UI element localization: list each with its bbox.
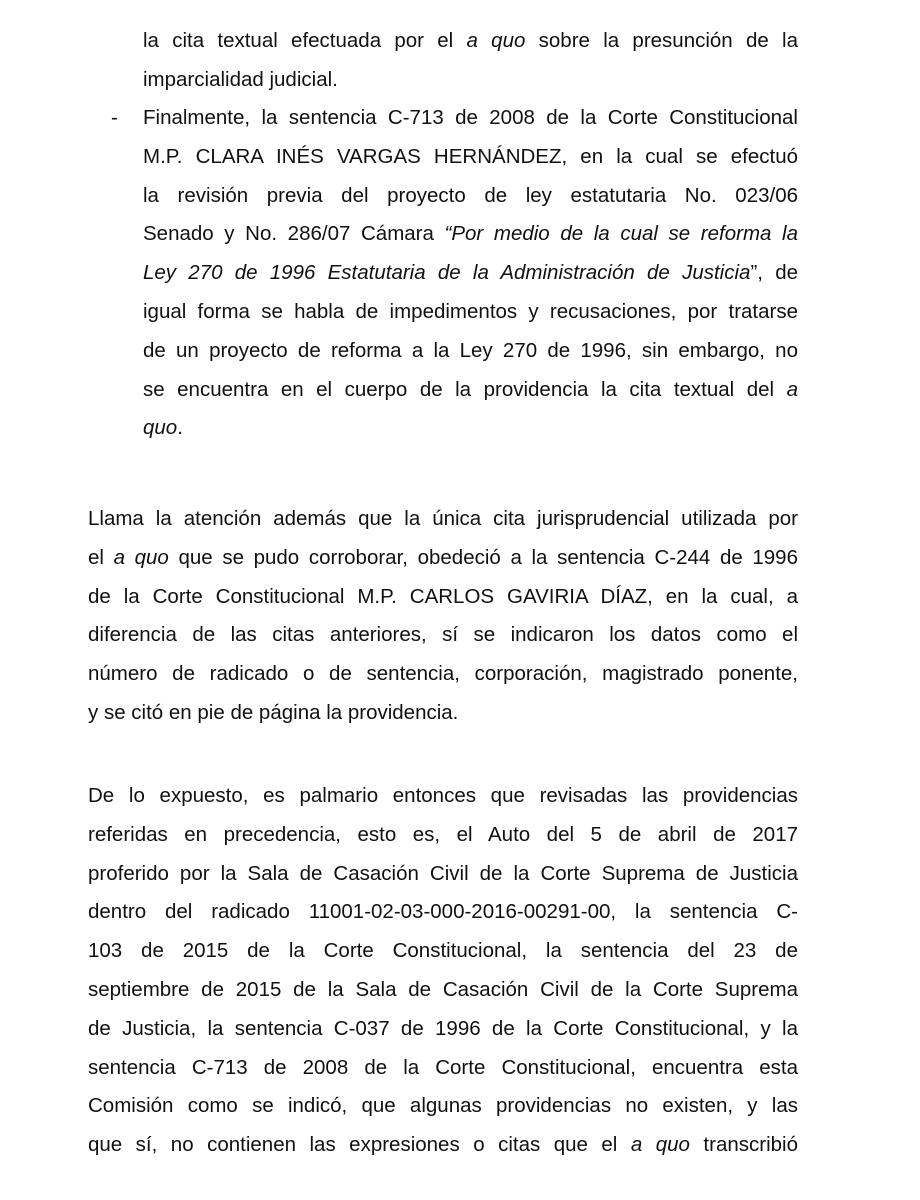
text-line: la cita textual efectuada por el a quo sobre la presunción de la	[143, 29, 798, 52]
text-line: y se citó en pie de página la providencia.	[88, 700, 459, 724]
italic-text: a quo	[630, 1133, 690, 1157]
italic-text: a quo	[466, 29, 526, 52]
text-line: el a quo que se pudo corroborar, obedeció a la sentencia C-244 de 1996	[88, 545, 798, 569]
text-line: se encuentra en el cuerpo de la providencia la cita textual del a	[143, 377, 798, 401]
text-line: septiembre de 2015 de la Sala de Casación Civil de la Corte Suprema	[88, 977, 798, 1001]
text-line: 103 de 2015 de la Corte Constitucional, la sentencia del 23 de	[88, 939, 798, 963]
text-line: igual forma se habla de impedimentos y recusaciones, por tratarse	[143, 299, 798, 323]
text-line: de la Corte Constitucional M.P. CARLOS GAVIRIA DÍAZ, en la cual, a	[88, 584, 798, 608]
bullet-item-sentencia-c713	[143, 99, 798, 448]
text-line: Comisión como se indicó, que algunas providencias no existen, y las	[88, 1094, 798, 1118]
text-line: de un proyecto de reforma a la Ley 270 de 1996, sin embargo, no	[143, 338, 798, 362]
text-line: Finalmente, la sentencia C-713 de 2008 de la Corte Constitucional	[143, 106, 798, 129]
italic-text: Ley 270 de 1996 Estatutaria de la Administración de Justicia	[143, 261, 751, 285]
paragraph-conclusion	[88, 777, 798, 1165]
italic-text: “Por medio de la cual se reforma la	[444, 222, 799, 246]
text-line: Ley 270 de 1996 Estatutaria de la Administración de Justicia”, de	[143, 261, 799, 285]
text-line: Llama la atención además que la única cita jurisprudencial utilizada por	[88, 507, 798, 530]
bullet-continuation-text	[143, 22, 798, 100]
italic-text: a quo	[113, 545, 169, 569]
text-line: referidas en precedencia, esto es, el Auto del 5 de abril de 2017	[88, 822, 798, 846]
bullet-dash: -	[111, 106, 118, 129]
text-line: dentro del radicado 11001-02-03-000-2016-00291-00, la sentencia C-	[88, 900, 798, 924]
text-line: proferido por la Sala de Casación Civil de la Corte Suprema de Justicia	[88, 861, 798, 885]
text-line: quo.	[143, 416, 183, 440]
text-line: De lo expuesto, es palmario entonces que revisadas las providencias	[88, 784, 798, 807]
italic-text: a	[786, 377, 798, 401]
paragraph-cita-jurisprudencial	[88, 500, 798, 733]
text-line: de Justicia, la sentencia C-037 de 1996 de la Corte Constitucional, y la	[88, 1016, 798, 1040]
text-line: imparcialidad judicial.	[143, 67, 338, 91]
text-line: diferencia de las citas anteriores, sí se indicaron los datos como el	[88, 623, 798, 647]
text-line: Senado y No. 286/07 Cámara “Por medio de la cual se reforma la	[143, 222, 799, 246]
text-line: la revisión previa del proyecto de ley estatutaria No. 023/06	[143, 183, 798, 207]
text-line: M.P. CLARA INÉS VARGAS HERNÁNDEZ, en la cual se efectuó	[143, 144, 798, 168]
text-line: número de radicado o de sentencia, corporación, magistrado ponente,	[88, 662, 798, 686]
text-line: sentencia C-713 de 2008 de la Corte Constitucional, encuentra esta	[88, 1055, 798, 1079]
italic-text: quo	[143, 416, 178, 440]
text-line: que sí, no contienen las expresiones o citas que el a quo transcribió	[88, 1133, 798, 1157]
